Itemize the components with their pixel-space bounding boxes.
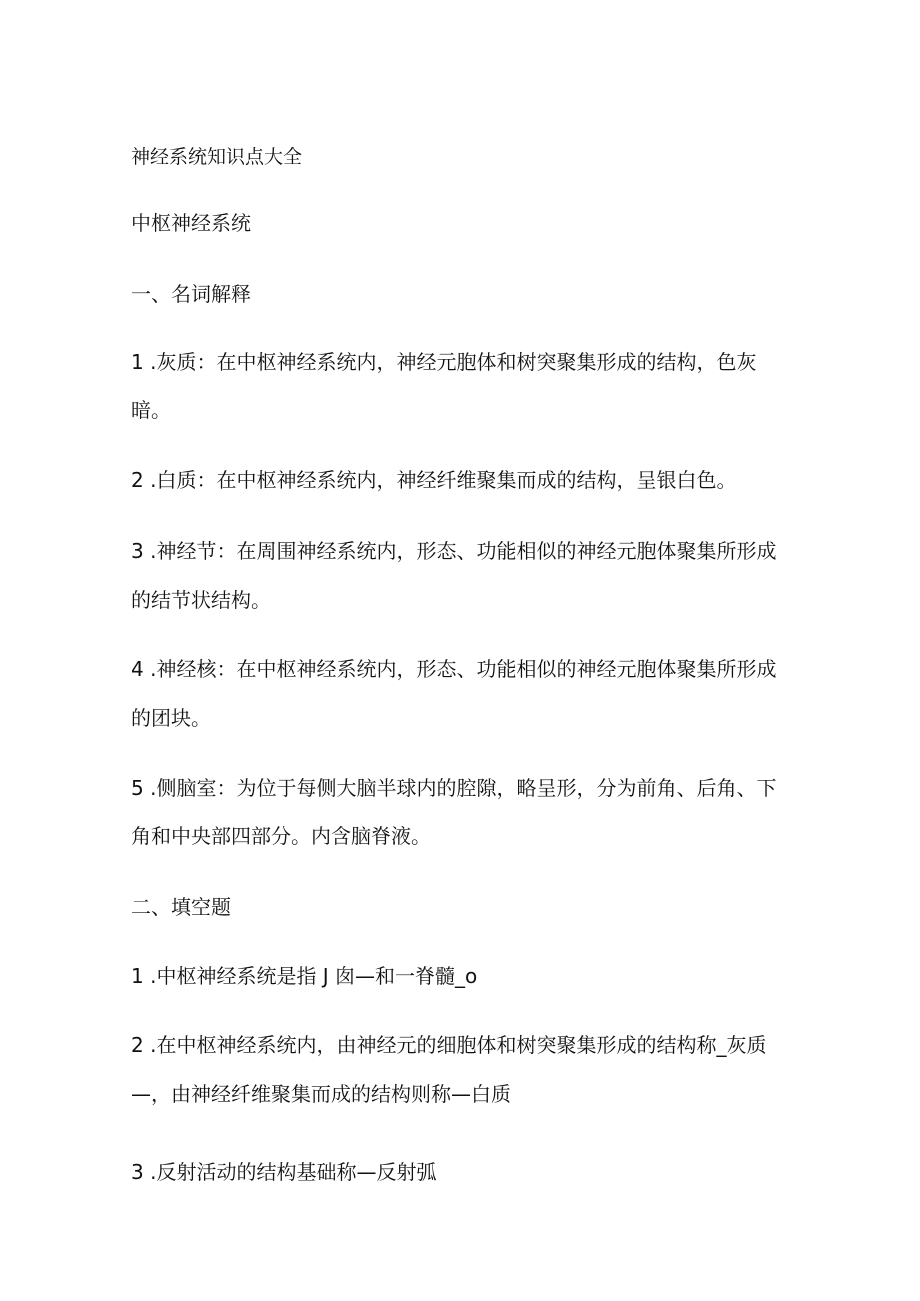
term-item-5-line-2: 角和中央部四部分。内含脑脊液。 (131, 824, 431, 848)
term-item-1-line-1: 1 .灰质：在中枢神经系统内，神经元胞体和树突聚集形成的结构，色灰 (131, 350, 757, 374)
fill-item-1-line-1: 1 .中枢神经系统是指 J 囱—和一脊髓_o (131, 964, 478, 988)
term-item-4-line-2: 的团块。 (131, 706, 211, 730)
term-item-1-line-2: 暗。 (131, 398, 171, 422)
term-item-4-line-1: 4 .神经核：在中枢神经系统内，形态、功能相似的神经元胞体聚集所形成 (131, 657, 777, 681)
fill-item-2-line-2: —，由神经纤维聚集而成的结构则称—白质 (131, 1082, 511, 1106)
term-item-2-line-1: 2 .白质：在中枢神经系统内，神经纤维聚集而成的结构，呈银白色。 (131, 468, 737, 492)
document-title: 神经系统知识点大全 (131, 146, 303, 168)
section-heading-terms: 一、名词解释 (131, 282, 251, 306)
fill-item-2-line-1: 2 .在中枢神经系统内，由神经元的细胞体和树突聚集形成的结构称_灰质 (131, 1033, 767, 1057)
term-item-3-line-2: 的结节状结构。 (131, 588, 271, 612)
fill-item-3-line-1: 3 .反射活动的结构基础称—反射弧 (131, 1160, 437, 1184)
subtitle: 中枢神经系统 (131, 211, 251, 235)
term-item-5-line-1: 5 .侧脑室：为位于每侧大脑半球内的腔隙，略呈形，分为前角、后角、下 (131, 776, 777, 800)
section-heading-fill-in: 二、填空题 (131, 895, 231, 919)
term-item-3-line-1: 3 .神经节：在周围神经系统内，形态、功能相似的神经元胞体聚集所形成 (131, 539, 777, 563)
